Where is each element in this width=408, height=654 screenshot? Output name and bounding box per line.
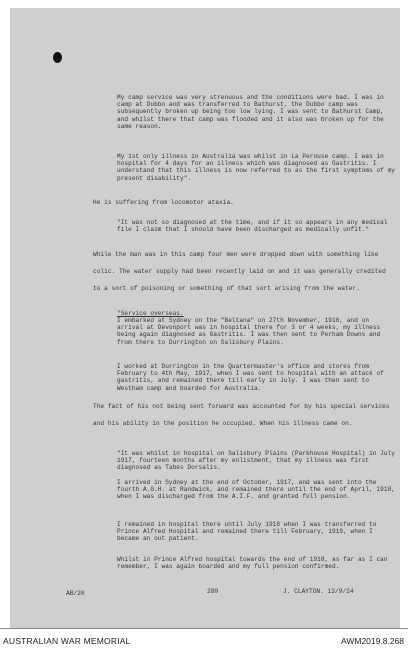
paragraph-camp-water: While the man was in this camp four men were dropped down with something like colic. The water supply had been recently laid on and it was generally credited to a sort of poisoning or something of that sort arising from the water.: [93, 251, 390, 292]
institution-name: AUSTRALIAN WAR MEMORIAL: [3, 636, 131, 646]
paragraph-embarkation: I embarked at Sydney on the "Beltana" on 27th November, 1916, and on arrival at Devonport was in hospital there for 3 or 4 weeks, my illness being again diagnosed as Gastritis. I was then sent to Perham Downs and from there to Durrington on Salisbury Plains.: [117, 317, 384, 346]
paragraph-camp-service: My camp service was very strenuous and the conditions were bad. I was in camp at Dubbo and was transferred to Bathurst, the Dubbo camp was subsequently broken up being too low lying. I was sent to Bathurst Camp, and whilst there that camp was flooded and it also was broken up for the same reason.: [117, 94, 388, 130]
accession-number: AWM2019.8.268: [341, 636, 404, 646]
page-content: [10, 8, 400, 628]
paragraph-tabes-dorsalis: "It was whilst in hospital on Salisbury Plains (Parkhouse Hospital) in July 1917, fourteen months after my enlistment, that my illness was first diagnosed as Tabes Dorsalis.: [117, 450, 399, 472]
footer-page-number: 280: [207, 588, 219, 595]
paragraph-durrington: I worked at Durrington in the Quartermaster's office and stores from February to 4th May, 1917, when I was sent to hospital with an attack of gastritis, and remained there till early in July. I was then sent to Westham camp and boarded for Australia.: [117, 363, 388, 392]
paragraph-locomotor-ataxia: He is suffering from locomotor ataxia.: [93, 199, 234, 206]
paragraph-prince-alfred-transfer: I remained in hospital there until July 1918 when I was transferred to Prince Alfred Hospital and remained there till February, 1919, when I became an out patient.: [117, 521, 381, 543]
paragraph-not-diagnosed: "It was not so diagnosed at the time, and if it so appears in any medical file I claim that I should have been discharged as medically unfit.": [117, 219, 392, 234]
typed-page: [10, 8, 400, 628]
heading-service-overseas: "Service overseas.: [117, 310, 184, 317]
paragraph-arrived-sydney: I arrived in Sydney at the end of October, 1917, and was sent into the fourth A.G.H. at Randwick, and remained there until the end of April, 1918, when I was discharged from the A.I.F. and granted full pension.: [117, 479, 399, 501]
paragraph-first-illness: My 1st only illness in Australia was whilst in La Perouse camp. I was in hospital for 4 days for an illness which was diagnosed as Gastritis. I understand that this illness is now referred to as the first symptoms of my present disability".: [117, 153, 399, 182]
punch-hole-mark: [53, 52, 62, 63]
footer-reference: AB/20: [66, 590, 85, 597]
paragraph-special-services: The fact of his not being sent forward was accounted for by his special services and his ability in the position he occupied. When his illness came on.: [93, 403, 394, 427]
paragraph-pension-confirmed: Whilst in Prince Alfred hospital towards the end of 1918, as far as I can remember, I was again boarded and my full pension confirmed.: [117, 556, 392, 571]
footer-signature-date: J. CLAYTON. 13/9/24: [283, 588, 354, 595]
caption-bar: [0, 628, 408, 654]
